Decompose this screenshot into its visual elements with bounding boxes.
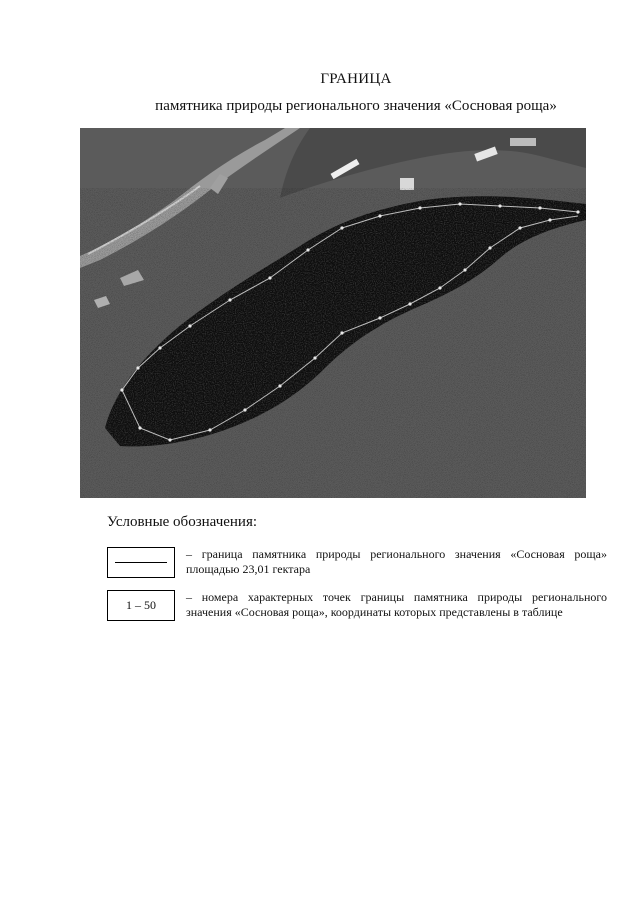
legend-symbol-points-label: 1 – 50 <box>126 598 156 612</box>
legend-symbol-boundary <box>107 547 175 578</box>
page-subtitle: памятника природы регионального значения «Сосновая роща» <box>155 98 557 114</box>
legend-text-boundary: – граница памятника природы регионального значения «Сосновая роща» площадью 23,01 гектара <box>186 547 607 576</box>
legend-symbol-points <box>107 590 175 621</box>
legend-text-points: – номера характерных точек границы памятника природы регионального значения «Сосновая роща», координаты которых представлены в таблице <box>186 590 607 619</box>
map-graphic <box>80 128 586 498</box>
satellite-map <box>80 128 586 498</box>
legend-heading: Условные обозначения: <box>107 514 258 530</box>
building <box>510 138 536 146</box>
boundary-line-symbol <box>115 562 167 563</box>
page-title: ГРАНИЦА <box>320 71 392 87</box>
